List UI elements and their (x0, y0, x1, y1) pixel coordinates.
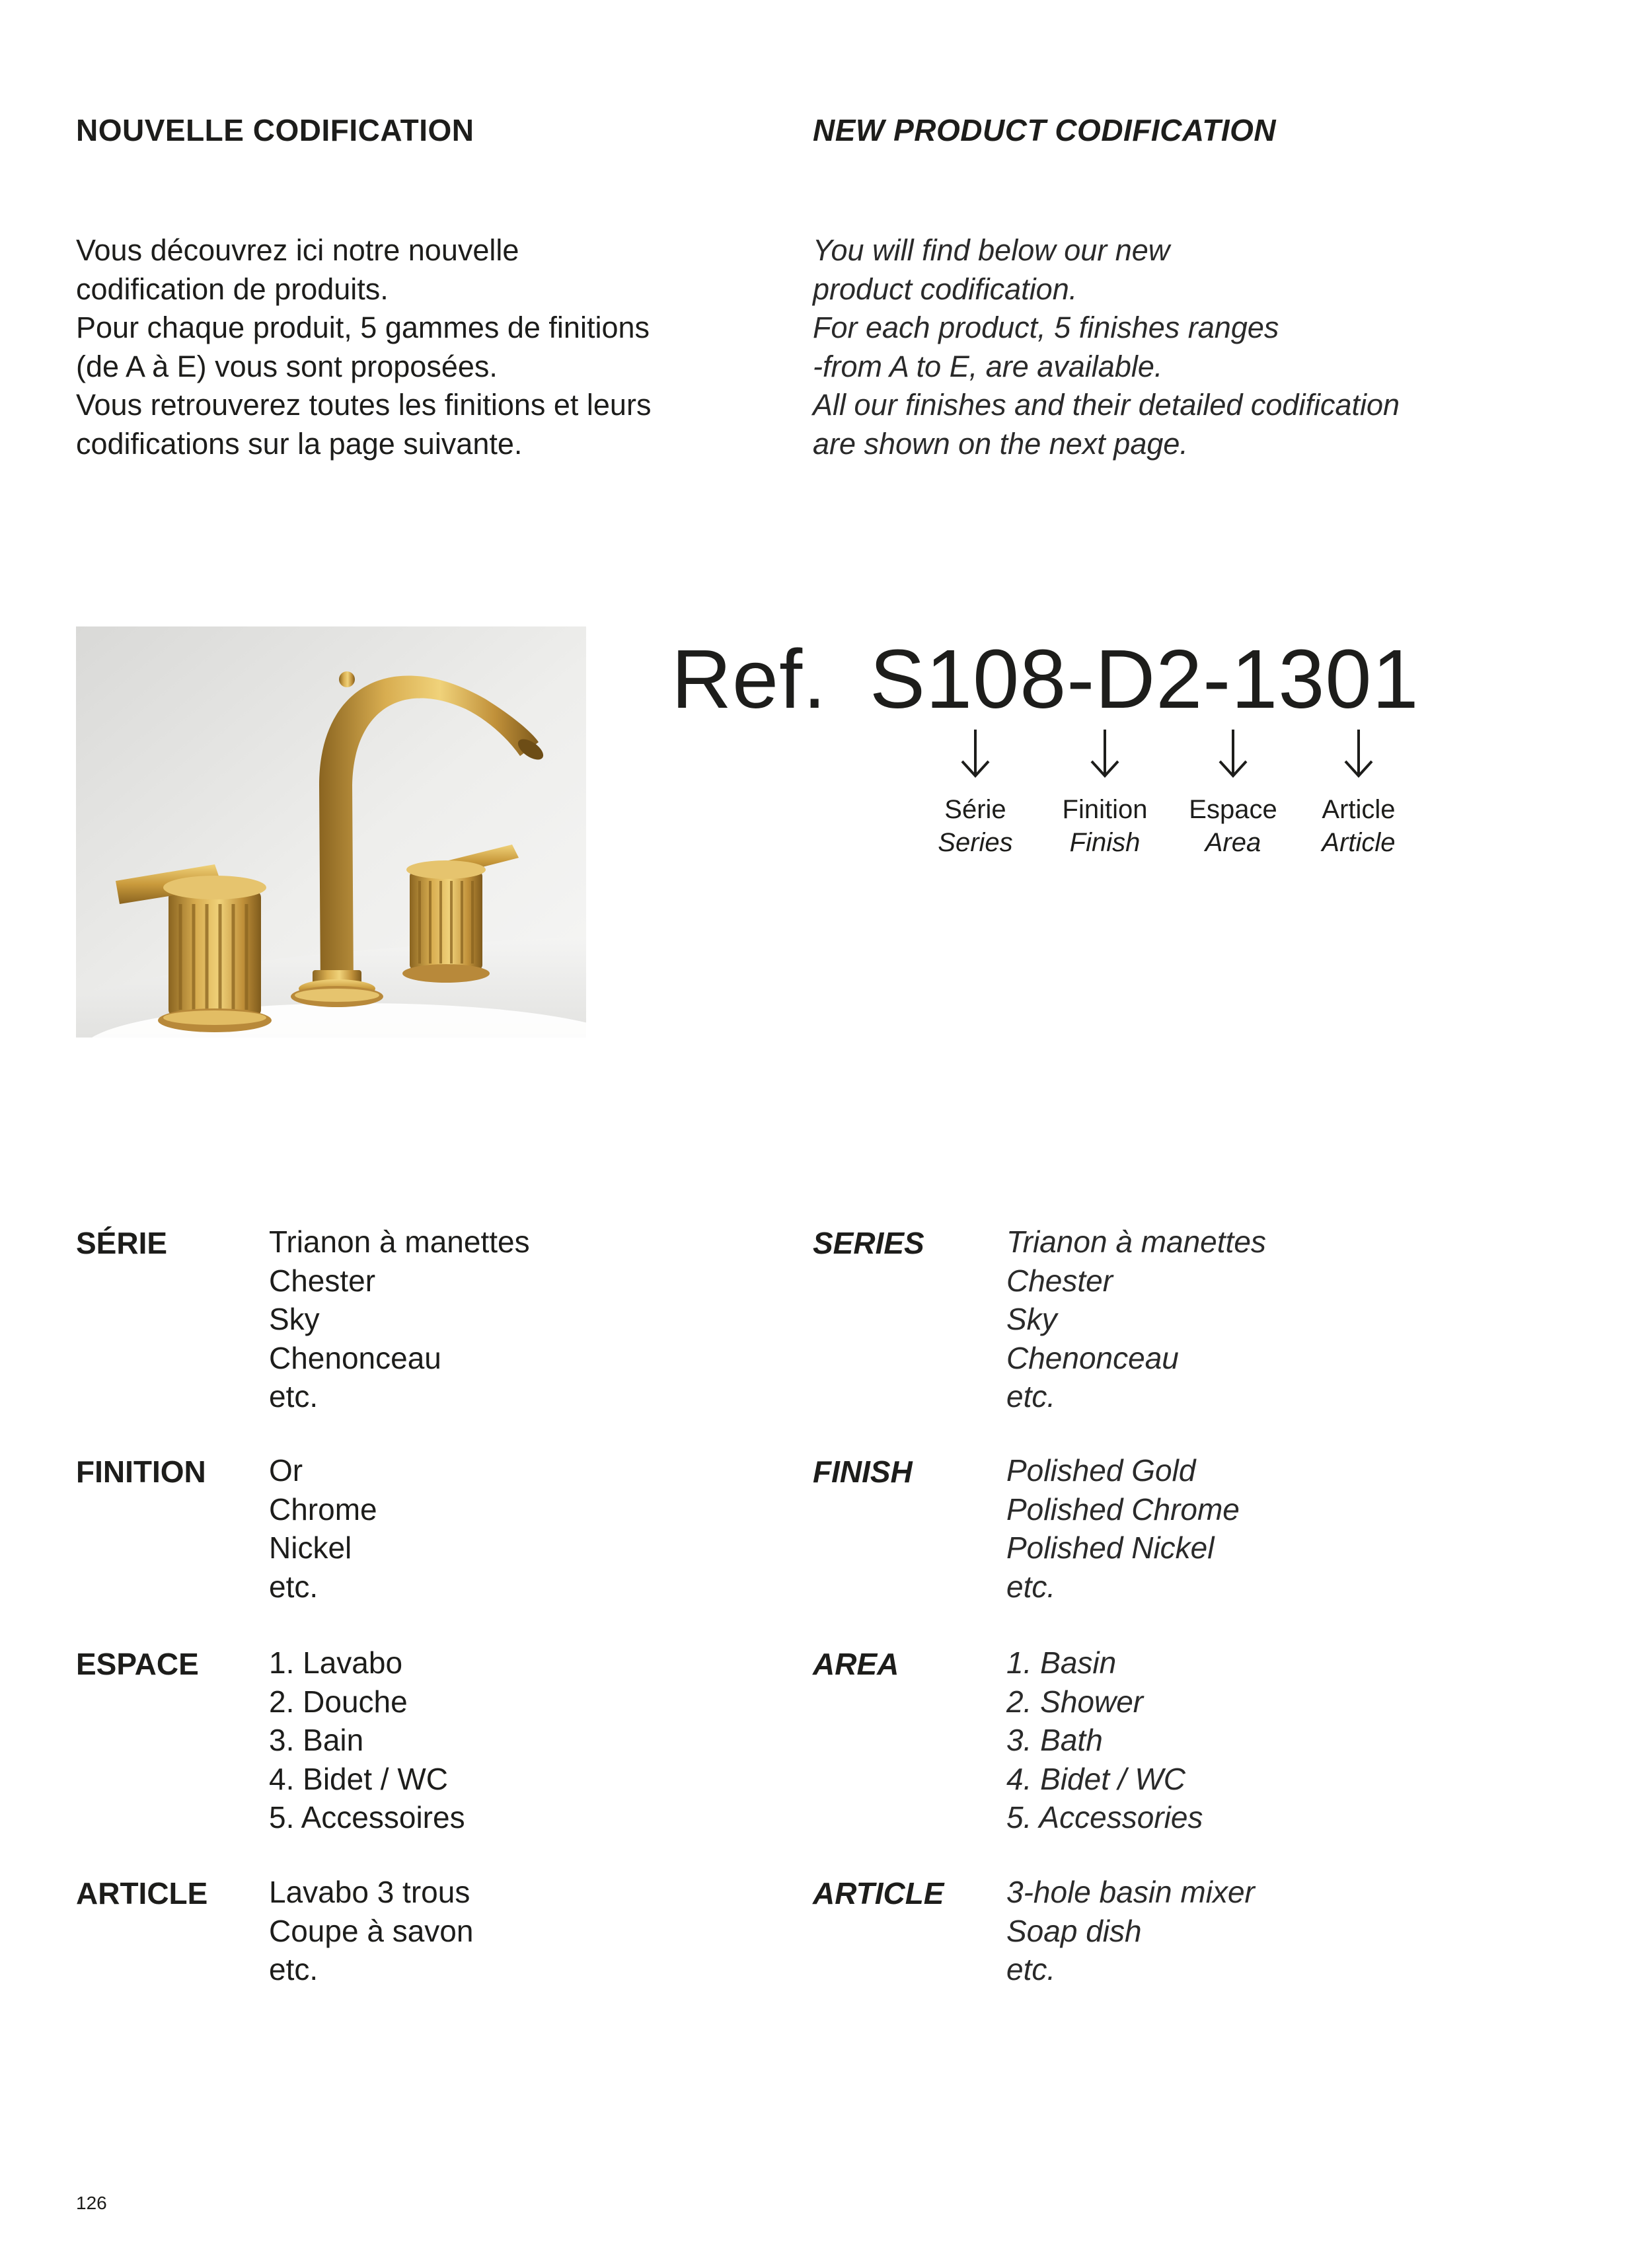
definition-label-series: SERIES (813, 1226, 924, 1260)
intro-fr-line: codification de produits. (76, 272, 389, 306)
intro-en (813, 231, 1606, 463)
definition-value: etc. (1006, 1569, 1056, 1604)
definition-value: 3-hole basin mixer (1006, 1875, 1255, 1909)
definition-value: Polished Chrome (1006, 1492, 1240, 1527)
definition-value: Soap dish (1006, 1913, 1142, 1948)
definition-label-area: AREA (813, 1647, 899, 1681)
intro-fr-line: Pour chaque produit, 5 gammes de finitions (76, 311, 650, 344)
intro-fr-line: Vous retrouverez toutes les finitions et leurs (76, 388, 652, 422)
definition-value: Chrome (269, 1492, 377, 1527)
definition-value: 3. Bain (269, 1723, 364, 1757)
segment-label-fr: Espace (1189, 795, 1277, 824)
intro-en-line: -from A to E, are available. (813, 349, 1163, 383)
definition-value: 1. Lavabo (269, 1645, 403, 1680)
segment-label-fr: Série (944, 795, 1006, 824)
arrow-down-icon (1339, 727, 1378, 778)
segment-label-en: Area (1205, 828, 1261, 857)
segment-label-fr: Finition (1062, 795, 1148, 824)
page-number: 126 (76, 2193, 107, 2213)
definition-value: Or (269, 1453, 303, 1488)
definition-value: etc. (1006, 1952, 1056, 1986)
definition-label-article: ARTICLE (76, 1876, 208, 1910)
ref-code: S108-D2-1301 (870, 632, 1419, 726)
intro-fr (76, 231, 770, 463)
heading-fr: NOUVELLE CODIFICATION (76, 113, 474, 147)
segment-series (903, 727, 1048, 859)
definition-value: etc. (269, 1379, 319, 1414)
definition-value: 2. Shower (1006, 1684, 1144, 1719)
definition-value: etc. (1006, 1379, 1056, 1414)
definition-value: Chenonceau (1006, 1340, 1179, 1375)
definition-label-finish: FINISH (813, 1455, 913, 1489)
definition-values-series (1006, 1223, 1266, 1416)
segment-label-fr: Article (1322, 795, 1396, 824)
definition-value: Sky (269, 1302, 320, 1336)
definition-value: 5. Accessoires (269, 1800, 465, 1834)
definition-value: 1. Basin (1006, 1645, 1117, 1680)
definition-value: etc. (269, 1569, 319, 1604)
intro-en-line: are shown on the next page. (813, 426, 1188, 461)
definition-value: Polished Nickel (1006, 1531, 1215, 1565)
definition-value: 4. Bidet / WC (1006, 1761, 1185, 1796)
intro-fr-line: (de A à E) vous sont proposées. (76, 349, 498, 383)
definition-value: etc. (269, 1952, 319, 1986)
definition-label-article-en: ARTICLE (813, 1876, 944, 1910)
intro-en-line: You will find below our new (813, 233, 1170, 267)
definition-value: Trianon à manettes (269, 1225, 530, 1259)
definition-value: Chenonceau (269, 1340, 441, 1375)
arrow-down-icon (1085, 727, 1125, 778)
definition-values-area (1006, 1644, 1203, 1837)
gold-faucet-photo (76, 626, 586, 1038)
definition-values-finish (1006, 1451, 1240, 1606)
segment-finish (1032, 727, 1178, 859)
definition-value: 5. Accessories (1006, 1800, 1203, 1834)
definition-value: Polished Gold (1006, 1453, 1196, 1488)
definition-value: Chester (269, 1263, 376, 1298)
definition-value: 3. Bath (1006, 1723, 1103, 1757)
definition-value: Chester (1006, 1263, 1113, 1298)
heading-en: NEW PRODUCT CODIFICATION (813, 113, 1277, 147)
intro-fr-line: Vous découvrez ici notre nouvelle (76, 233, 519, 267)
segment-label-en: Finish (1069, 828, 1141, 857)
ref-label: Ref. (671, 632, 827, 726)
definition-value: Sky (1006, 1302, 1057, 1336)
arrow-down-icon (1213, 727, 1253, 778)
intro-en-line: product codification. (813, 272, 1078, 306)
arrow-down-icon (956, 727, 995, 778)
definition-value: Trianon à manettes (1006, 1225, 1266, 1259)
faucet-illustration (76, 626, 586, 1038)
definition-value: Nickel (269, 1531, 352, 1565)
definition-values-espace (269, 1644, 465, 1837)
definition-label-espace: ESPACE (76, 1647, 199, 1681)
definition-value: Coupe à savon (269, 1913, 474, 1948)
definition-values-article (269, 1873, 473, 1989)
segment-area (1160, 727, 1306, 859)
segment-label-en: Article (1322, 828, 1396, 857)
definition-label-finition: FINITION (76, 1455, 206, 1489)
segment-article (1286, 727, 1431, 859)
intro-fr-line: codifications sur la page suivante. (76, 426, 523, 461)
definition-values-article-en (1006, 1873, 1255, 1989)
segment-label-en: Series (938, 828, 1013, 857)
definition-value: 2. Douche (269, 1684, 408, 1719)
definition-values-serie (269, 1223, 530, 1416)
intro-en-line: All our finishes and their detailed codification (813, 388, 1400, 422)
definition-values-finition (269, 1451, 377, 1606)
definition-value: 4. Bidet / WC (269, 1761, 448, 1796)
intro-en-line: For each product, 5 finishes ranges (813, 311, 1279, 344)
definition-label-serie: SÉRIE (76, 1226, 168, 1260)
definition-value: Lavabo 3 trous (269, 1875, 470, 1909)
